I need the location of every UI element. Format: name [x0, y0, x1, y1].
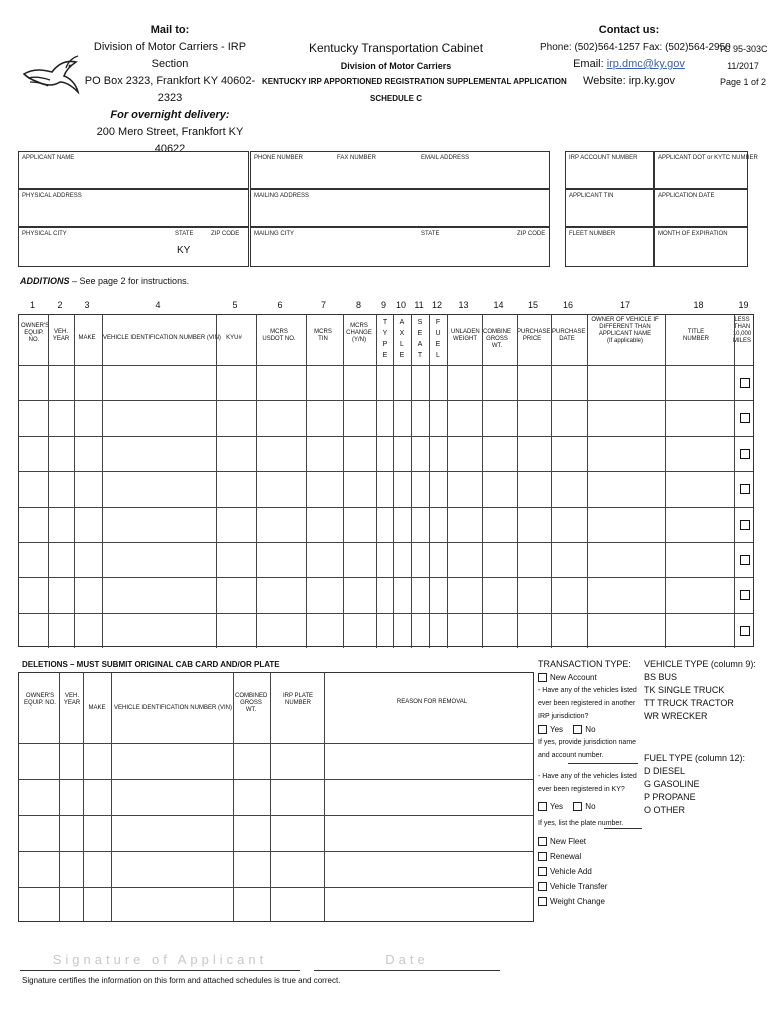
irp-account-label: IRP ACCOUNT NUMBER: [569, 155, 638, 161]
column-number: 15: [527, 300, 538, 310]
col-purchase-date: PURCHASE DATE: [552, 329, 586, 342]
col-combine-gross: COMBINE GROSS WT.: [482, 329, 511, 349]
table-row[interactable]: [19, 815, 533, 851]
q2-followup: [538, 817, 642, 830]
stacked-letter: Y: [382, 330, 388, 337]
contact-website: Website: irp.ky.gov: [583, 75, 675, 87]
contact-email-line: [540, 56, 718, 73]
deletions-title: DELETIONS – MUST SUBMIT ORIGINAL CAB CARD AND/OR PLATE: [22, 660, 280, 669]
col-mcrs-usdot: MCRS USDOT NO.: [262, 329, 296, 342]
stacked-letter: P: [382, 341, 388, 348]
col-kyu: KYU#: [226, 335, 242, 341]
less-than-10000-checkbox[interactable]: [740, 413, 750, 423]
less-than-10000-checkbox[interactable]: [740, 590, 750, 600]
expiration-label: MONTH OF EXPIRATION: [658, 231, 728, 237]
table-row[interactable]: [19, 436, 753, 471]
form-title: KENTUCKY IRP APPORTIONED REGISTRATION SUPPLEMENTAL APPLICATION: [262, 77, 567, 86]
q1-no-checkbox[interactable]: [573, 725, 582, 734]
less-than-10000-checkbox[interactable]: [740, 449, 750, 459]
vehicle-type-block: [644, 658, 768, 723]
q1-yes-label: Yes: [550, 725, 564, 734]
col-mcrs-tin: MCRS TIN: [314, 329, 332, 342]
date-label: Date: [385, 952, 429, 967]
col-owner-if-different: [589, 317, 661, 345]
column-number: 18: [693, 300, 704, 310]
transaction-option-checkbox[interactable]: [538, 837, 547, 846]
owner-diff-label: OWNER OF VEHICLE IF DIFFERENT THAN APPLICANT NAME: [591, 317, 659, 337]
signature-applicant-label: Signature of Applicant: [52, 952, 268, 967]
table-row[interactable]: [19, 887, 533, 923]
col-type: [377, 317, 393, 361]
date-line[interactable]: [314, 970, 500, 971]
column-number: 9: [380, 300, 386, 310]
column-number: 8: [355, 300, 361, 310]
q2-answers: [538, 800, 642, 813]
column-number: 6: [277, 300, 283, 310]
table-row[interactable]: [19, 743, 533, 779]
mailing-city-field[interactable]: [250, 227, 550, 267]
new-account-label: New Account: [550, 673, 597, 682]
additions-heading: [20, 276, 189, 286]
vehicle-type-tk: TK SINGLE TRUCK: [644, 685, 725, 695]
vehicle-type-bs: BS BUS: [644, 672, 678, 682]
transaction-option[interactable]: [538, 894, 642, 909]
applicant-tin-field[interactable]: [565, 189, 654, 227]
transaction-option-label: Vehicle Transfer: [550, 882, 608, 891]
mail-line-1: Division of Motor Carriers - IRP Section: [93, 41, 247, 70]
del-col-reason: REASON FOR REMOVAL: [396, 699, 468, 705]
signature-line[interactable]: [20, 970, 300, 971]
stacked-letter: E: [399, 352, 405, 359]
col-vin: VEHICLE IDENTIFICATION NUMBER (VIN): [103, 335, 221, 341]
mailing-state-label: STATE: [421, 231, 440, 237]
column-number: 14: [493, 300, 504, 310]
stacked-letter: L: [400, 341, 404, 348]
mail-line-2: PO Box 2323, Frankfort KY 40602-2323: [84, 75, 256, 104]
q1-answers: [538, 723, 642, 736]
overnight-heading: For overnight delivery:: [110, 109, 230, 121]
column-number: 7: [320, 300, 326, 310]
dot-label: APPLICANT DOT or KYTC NUMBER: [658, 155, 758, 161]
col-purchase-price: PURCHASE PRICE: [517, 329, 551, 342]
q2-followup-text: If yes, list the plate number.: [538, 820, 624, 827]
mailing-address-field[interactable]: [250, 189, 550, 227]
less-than-10000-checkbox[interactable]: [740, 378, 750, 388]
transaction-option[interactable]: [538, 864, 642, 879]
app-date-label: APPLICATION DATE: [658, 193, 715, 199]
new-account-checkbox[interactable]: [538, 673, 547, 682]
mailing-city-label: MAILING CITY: [254, 231, 295, 237]
column-number: 2: [57, 300, 63, 310]
less-than-10000-checkbox[interactable]: [740, 520, 750, 530]
additions-note: – See page 2 for instructions.: [69, 276, 190, 286]
stacked-letter: X: [399, 330, 405, 337]
col-veh-year: VEH. YEAR: [52, 329, 70, 342]
transaction-block: [538, 658, 642, 909]
stacked-letter: E: [435, 341, 441, 348]
col-owner-equip: OWNER'S EQUIP. NO.: [21, 323, 50, 343]
vehicle-type-tt: TT TRUCK TRACTOR: [644, 698, 734, 708]
table-row[interactable]: [19, 542, 753, 577]
fax-label: FAX NUMBER: [337, 155, 377, 161]
del-col-vin: VEHICLE IDENTIFICATION NUMBER (VIN): [114, 705, 232, 711]
q2-text: - Have any of the vehicles listed ever been registered in KY?: [538, 773, 637, 793]
contact-heading: Contact us:: [598, 24, 660, 36]
del-col-make: MAKE: [88, 705, 106, 711]
q2-yes-checkbox[interactable]: [538, 802, 547, 811]
contact-numbers-field[interactable]: [250, 151, 550, 189]
col-fuel: [430, 317, 446, 361]
form-number: TC 95-303C: [718, 44, 768, 54]
del-col-veh-year: VEH. YEAR: [63, 693, 81, 706]
column-number: 17: [619, 300, 630, 310]
stacked-letter: T: [417, 352, 423, 359]
transaction-title: TRANSACTION TYPE:: [538, 659, 631, 669]
agency-name: Kentucky Transportation Cabinet: [308, 41, 484, 55]
fuel-type-d: D DIESEL: [644, 766, 686, 776]
applicant-name-field[interactable]: [18, 151, 249, 189]
stacked-letter: E: [417, 330, 423, 337]
column-number: 3: [84, 300, 90, 310]
email-label: Email:: [573, 58, 604, 70]
q1-followup-text: If yes, provide jurisdiction name and account number.: [538, 739, 637, 759]
table-row[interactable]: [19, 577, 753, 612]
q1-text: - Have any of the vehicles listed ever been registered in another IRP jurisdiction?: [538, 687, 637, 720]
col-mcrs-change: MCRS CHANGE (Y/N): [346, 323, 372, 343]
form-date: 11/2017: [727, 61, 759, 71]
fuel-type-block: [644, 752, 768, 817]
phone-label: PHONE NUMBER: [254, 155, 304, 161]
stacked-letter: E: [382, 352, 388, 359]
contact-phone: Phone: (502)564-1257 Fax: (502)564-2950: [540, 42, 731, 53]
new-account-option[interactable]: [538, 671, 642, 684]
transaction-option-label: Renewal: [550, 852, 582, 861]
stacked-letter: F: [435, 319, 441, 326]
application-date-field[interactable]: [654, 189, 748, 227]
irp-account-field[interactable]: [565, 151, 654, 189]
q2-no-label: No: [585, 802, 596, 811]
column-number: 19: [738, 300, 749, 310]
del-col-owner-equip: OWNER'S EQUIP. NO.: [24, 693, 56, 706]
page-number: Page 1 of 2: [719, 77, 767, 87]
column-number: 13: [458, 300, 469, 310]
expiration-field[interactable]: [654, 227, 748, 267]
table-row[interactable]: [19, 507, 753, 542]
q2-yes-label: Yes: [550, 802, 564, 811]
state-value: KY: [177, 245, 191, 256]
deletions-table: [18, 672, 534, 922]
col-make: MAKE: [78, 335, 96, 341]
transaction-option-label: New Fleet: [550, 837, 587, 846]
del-col-plate: IRP PLATE NUMBER: [282, 693, 314, 706]
stacked-letter: U: [435, 330, 441, 337]
title-block: [262, 38, 567, 108]
q1-no-label: No: [585, 725, 596, 734]
form-id-block: [718, 40, 768, 90]
table-row[interactable]: [19, 851, 533, 887]
column-number: 10: [395, 300, 406, 310]
less-than-10000-checkbox[interactable]: [740, 484, 750, 494]
transaction-option-label: Weight Change: [550, 897, 605, 906]
contact-block: [540, 22, 731, 90]
stacked-letter: S: [417, 319, 423, 326]
less-than-10000-checkbox[interactable]: [740, 626, 750, 636]
less-than-10000-checkbox[interactable]: [740, 555, 750, 565]
mail-to-heading: Mail to:: [150, 24, 190, 36]
schedule-name: SCHEDULE C: [369, 94, 422, 103]
transaction-option-checkbox[interactable]: [538, 897, 547, 906]
state-label: STATE: [175, 231, 194, 237]
applicant-name-label: APPLICANT NAME: [22, 155, 75, 161]
physical-city-label: PHYSICAL CITY: [22, 231, 67, 237]
fuel-type-title: FUEL TYPE (column 12):: [644, 753, 746, 763]
col-title-number: TITLE NUMBER: [682, 329, 709, 342]
email-label-field: EMAIL ADDRESS: [421, 155, 470, 161]
q2-no-checkbox[interactable]: [573, 802, 582, 811]
column-number: 1: [29, 300, 35, 310]
fleet-number-field[interactable]: [565, 227, 654, 267]
column-number: 12: [431, 300, 442, 310]
column-number: 16: [562, 300, 573, 310]
transaction-options: [538, 834, 642, 909]
vehicle-type-title: VEHICLE TYPE (column 9):: [644, 659, 756, 669]
fuel-type-p: P PROPANE: [644, 792, 696, 802]
transaction-option[interactable]: [538, 834, 642, 849]
fleet-label: FLEET NUMBER: [569, 231, 616, 237]
zip-label: ZIP CODE: [211, 231, 240, 237]
physical-city-field[interactable]: [18, 227, 249, 267]
q1-followup-line[interactable]: [568, 763, 638, 764]
transaction-option[interactable]: [538, 879, 642, 894]
physical-address-label: PHYSICAL ADDRESS: [22, 193, 82, 199]
mailing-zip-label: ZIP CODE: [517, 231, 546, 237]
mail-to-block: [82, 22, 258, 158]
mail-line-3: 200 Mero Street, Frankfort KY 40622: [96, 126, 244, 155]
transaction-option-checkbox[interactable]: [538, 882, 547, 891]
owner-diff-note: (If applicable): [606, 338, 644, 344]
q1-followup: [538, 736, 642, 762]
transaction-option-label: Vehicle Add: [550, 867, 592, 876]
fuel-type-o: O OTHER: [644, 805, 686, 815]
q2-followup-line[interactable]: [604, 828, 642, 829]
column-number: 4: [155, 300, 161, 310]
dot-number-field[interactable]: [654, 151, 758, 189]
vehicle-type-wr: WR WRECKER: [644, 711, 708, 721]
q1-yes-checkbox[interactable]: [538, 725, 547, 734]
table-row[interactable]: [19, 400, 753, 435]
additions-table: [18, 314, 754, 647]
stacked-letter: T: [382, 319, 388, 326]
column-number: 5: [232, 300, 238, 310]
additions-title: ADDITIONS: [20, 276, 70, 286]
col-seat: [412, 317, 428, 361]
additions-column-numbers: [0, 300, 770, 312]
col-unladen-weight: UNLADEN WEIGHT: [451, 329, 480, 342]
tin-label: APPLICANT TIN: [569, 193, 614, 199]
table-row[interactable]: [19, 779, 533, 815]
transaction-option-checkbox[interactable]: [538, 852, 547, 861]
table-row[interactable]: [19, 365, 753, 400]
mailing-address-label: MAILING ADDRESS: [254, 193, 310, 199]
del-col-gross-wt: COMBINED GROSS WT.: [235, 693, 268, 713]
column-number: 11: [414, 300, 424, 310]
table-row[interactable]: [19, 613, 753, 648]
col-less-10000: LESS THAN 10,000 MILES: [732, 317, 752, 344]
stacked-letter: A: [417, 341, 423, 348]
stacked-letter: L: [436, 352, 440, 359]
stacked-letter: A: [399, 319, 405, 326]
col-axle: [394, 317, 410, 361]
transaction-option[interactable]: [538, 849, 642, 864]
transaction-option-checkbox[interactable]: [538, 867, 547, 876]
table-row[interactable]: [19, 471, 753, 506]
division-name: Division of Motor Carriers: [340, 61, 452, 71]
physical-address-field[interactable]: [18, 189, 249, 227]
certification-text: Signature certifies the information on this form and attached schedules is true and correct.: [22, 976, 341, 985]
kytc-logo: [20, 52, 82, 98]
email-link[interactable]: irp.dmc@ky.gov: [606, 58, 685, 70]
fuel-type-g: G GASOLINE: [644, 779, 700, 789]
